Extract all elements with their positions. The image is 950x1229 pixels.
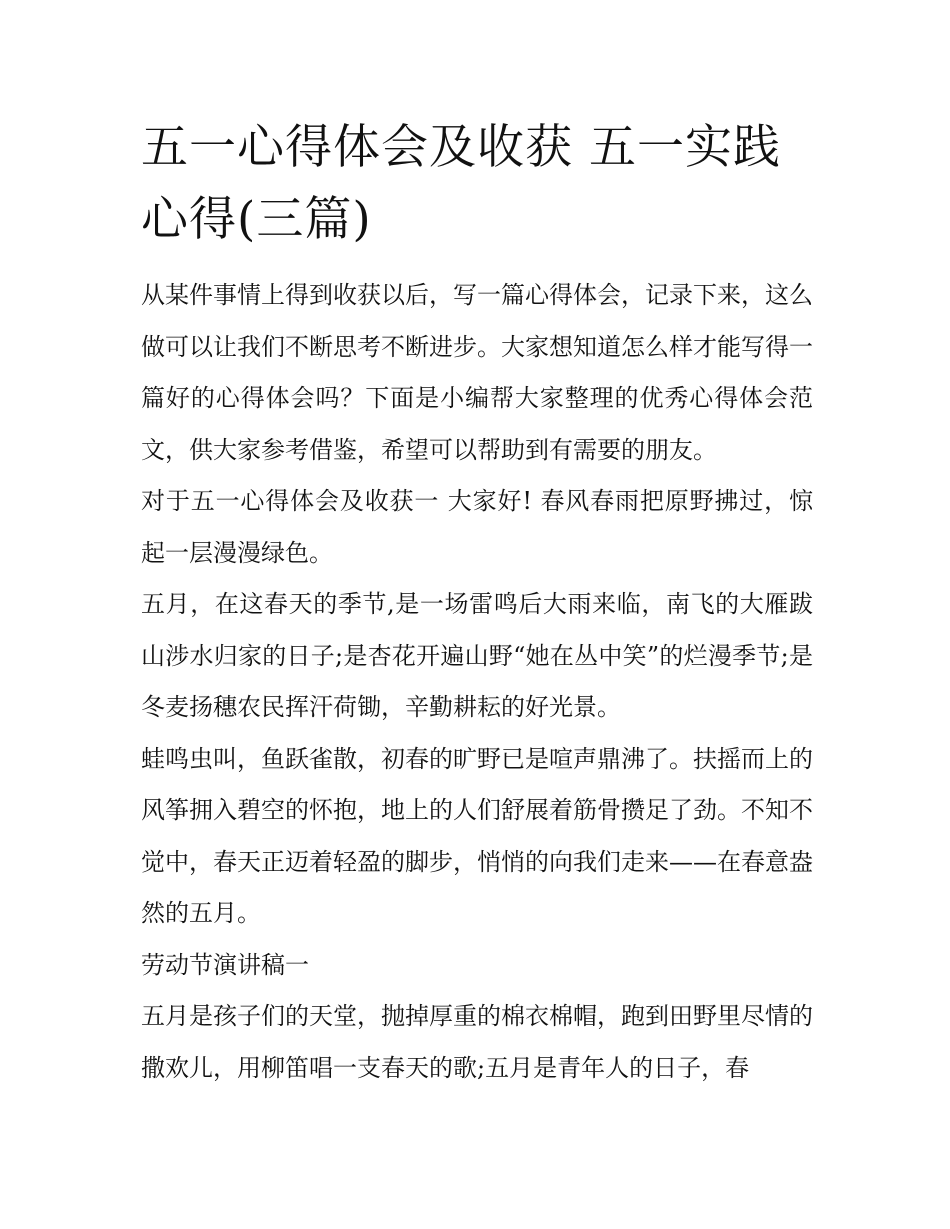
paragraph-may-season: 五月，在这春天的季节,是一场雷鸣后大雨来临，南飞的大雁跋山涉水归家的日子;是杏花开遍山野“她在丛中笑”的烂漫季节;是冬麦扬穗农民挥汗荷锄，辛勤耕耘的好光景。 xyxy=(141,590,813,721)
paragraph-intro: 从某件事情上得到收获以后，写一篇心得体会，记录下来，这么做可以让我们不断思考不断进步。大家想知道怎么样才能写得一篇好的心得体会吗？下面是小编帮大家整理的优秀心得体会范文，供大家参考借鉴，希望可以帮助到有需要的朋友。 xyxy=(141,281,813,464)
document-title: 五一心得体会及收获 五一实践心得(三篇) xyxy=(141,120,781,247)
paragraph-may-children: 五月是孩子们的天堂，抛掉厚重的棉衣棉帽，跑到田野里尽情的撒欢儿，用柳笛唱一支春天的歌;五月是青年人的日子，春 xyxy=(141,1002,813,1082)
section-heading-speech: 劳动节演讲稿一 xyxy=(141,950,309,979)
document-body xyxy=(141,112,813,1094)
paragraph-greeting: 对于五一心得体会及收获一 大家好! 春风春雨把原野拂过，惊起一层漫漫绿色。 xyxy=(141,487,813,567)
paragraph-spring-field: 蛙鸣虫叫，鱼跃雀散，初春的旷野已是喧声鼎沸了。扶摇而上的风筝拥入碧空的怀抱，地上的人们舒展着筋骨攒足了劲。不知不觉中，春天正迈着轻盈的脚步，悄悄的向我们走来——在春意盎然的五月。 xyxy=(141,744,813,927)
